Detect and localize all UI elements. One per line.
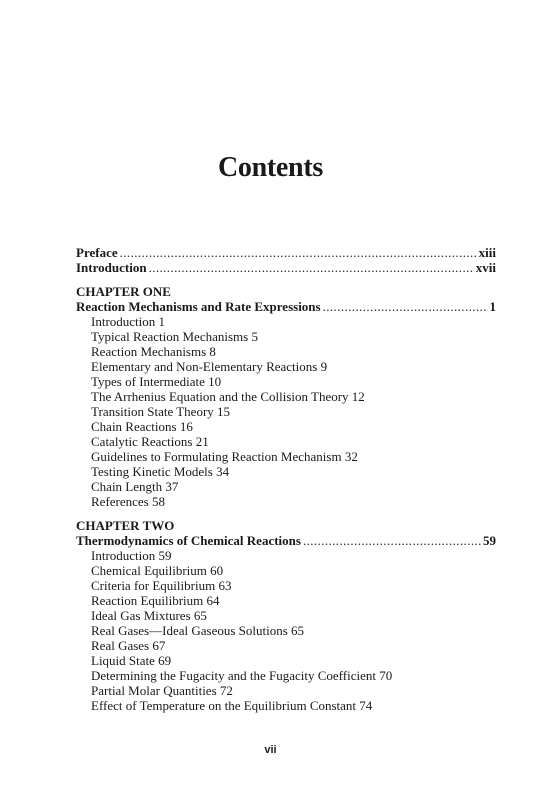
toc-subentry: Determining the Fugacity and the Fugacity Coefficient 70 [91,668,393,683]
chapter-title-entry [76,533,496,548]
chapter-heading: CHAPTER ONE [76,284,171,299]
toc-subentry: Guidelines to Formulating Reaction Mechanism 32 [91,449,358,464]
dot-leader [303,533,481,548]
dot-leader [323,299,488,314]
toc-entry-preface [76,245,496,260]
toc-entry-introduction [76,260,496,275]
chapter-title-entry [76,299,496,314]
dot-leader [149,260,474,275]
toc-subentry: The Arrhenius Equation and the Collision Theory 12 [91,389,365,404]
toc-subentry: Liquid State 69 [91,653,172,668]
toc-subentry: Typical Reaction Mechanisms 5 [91,329,258,344]
page-number: vii [264,744,277,756]
toc-subentry: Introduction 59 [91,548,172,563]
toc-subentry: Testing Kinetic Models 34 [91,464,230,479]
table-of-contents [76,245,496,713]
chapter-title: Reaction Mechanisms and Rate Expressions [76,299,321,314]
toc-subentry: Elementary and Non-Elementary Reactions 9 [91,359,328,374]
toc-subentry: References 58 [91,494,165,509]
toc-subentry: Reaction Equilibrium 64 [91,593,220,608]
chapter-page: 59 [483,533,496,548]
chapter-page: 1 [489,299,496,314]
toc-entry-label: Preface [76,245,118,260]
chapter-title: Thermodynamics of Chemical Reactions [76,533,301,548]
dot-leader [120,245,477,260]
toc-subentry: Real Gases—Ideal Gaseous Solutions 65 [91,623,305,638]
toc-entry-label: Introduction [76,260,147,275]
toc-subentry: Chain Length 37 [91,479,179,494]
toc-subentry: Real Gases 67 [91,638,166,653]
toc-subentry: Transition State Theory 15 [91,404,231,419]
toc-subentry: Effect of Temperature on the Equilibrium Constant 74 [91,698,373,713]
toc-subentry: Chain Reactions 16 [91,419,193,434]
toc-subentry: Types of Intermediate 10 [91,374,222,389]
toc-subentry: Reaction Mechanisms 8 [91,344,216,359]
chapter-heading: CHAPTER TWO [76,518,175,533]
toc-entry-page: xvii [475,260,496,275]
toc-entry-page: xiii [478,245,496,260]
toc-subentry: Chemical Equilibrium 60 [91,563,224,578]
toc-subentry: Introduction 1 [91,314,166,329]
toc-subentry: Ideal Gas Mixtures 65 [91,608,207,623]
toc-subentry: Criteria for Equilibrium 63 [91,578,232,593]
toc-subentry: Partial Molar Quantities 72 [91,683,233,698]
page-title: Contents [218,152,323,183]
toc-subentry: Catalytic Reactions 21 [91,434,209,449]
